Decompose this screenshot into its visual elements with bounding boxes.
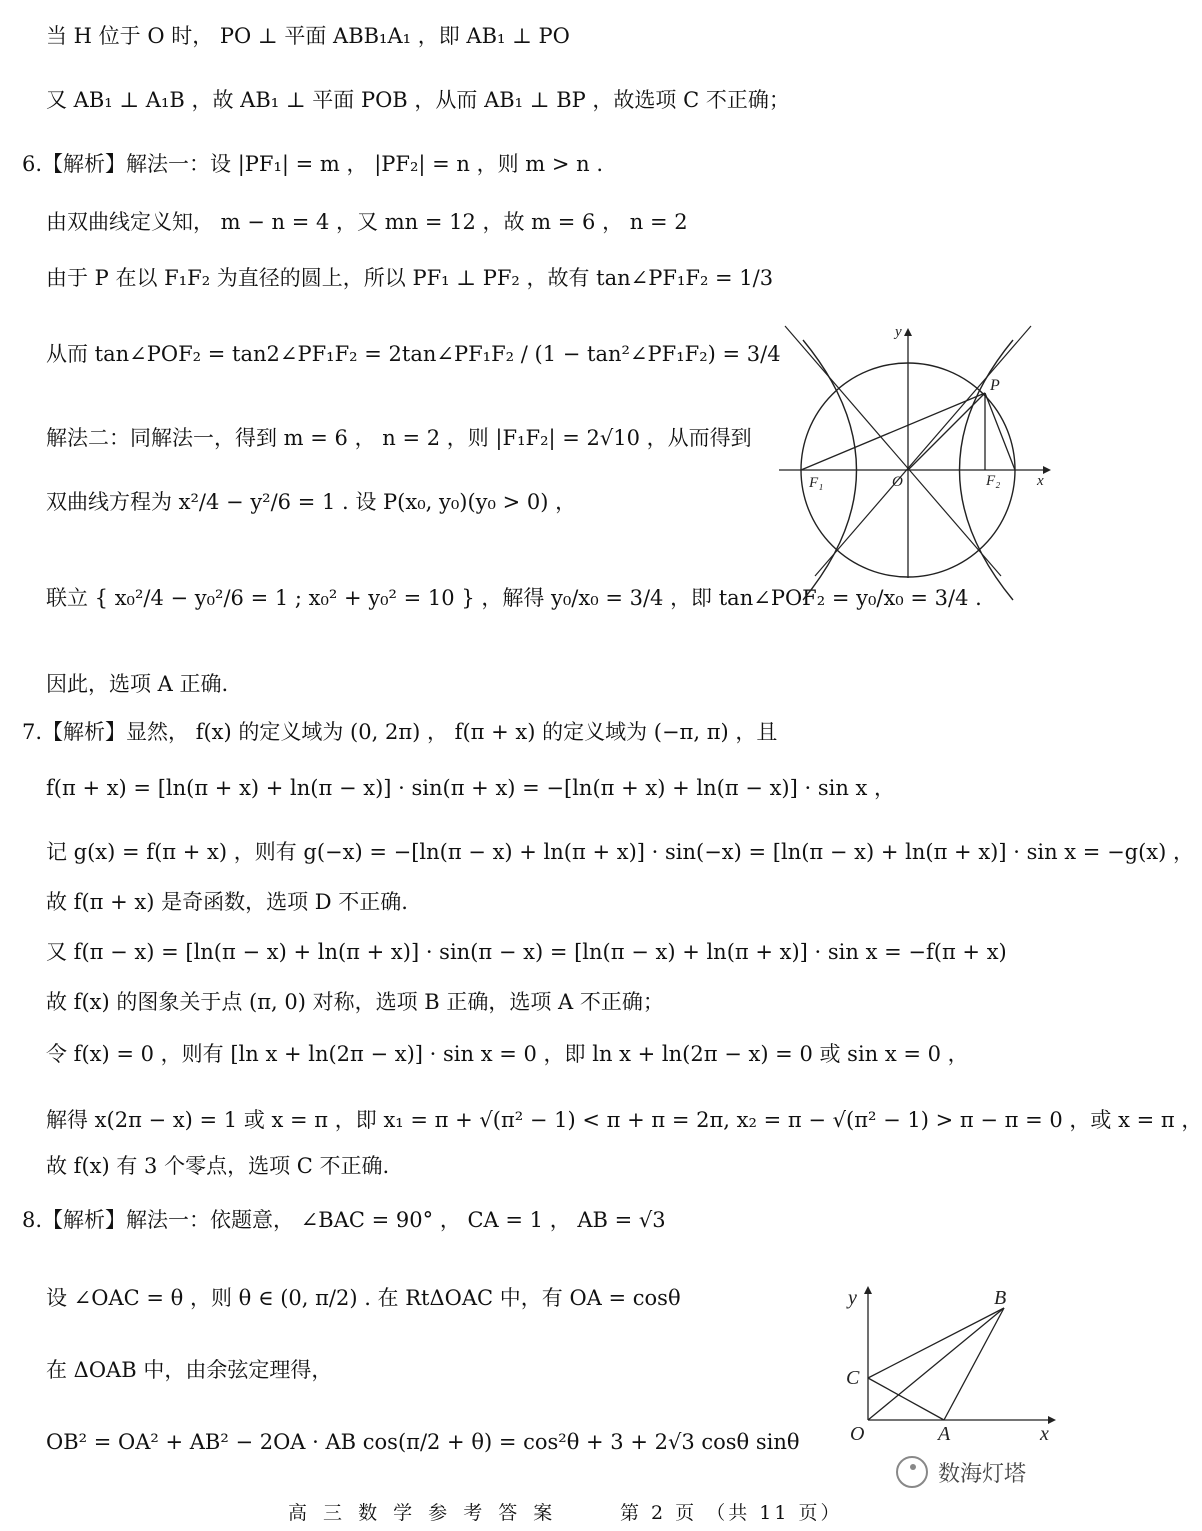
equation-line: 从而 tan∠POF₂ = tan2∠PF₁F₂ = 2tan∠PF₁F₂ / (1 − tan²∠PF₁F₂) = 3/4 bbox=[46, 342, 781, 366]
segment-AB bbox=[944, 1308, 1004, 1420]
text-line: 设 ∠OAC = θ ，则 θ ∈ (0, π/2) . 在 RtΔOAC 中，有 OA = cosθ bbox=[46, 1286, 681, 1310]
question-8-heading: 8.【解析】解法一：依题意， ∠BAC = 90° ， CA = 1 ， AB = √3 bbox=[22, 1208, 666, 1232]
equation-line: 令 f(x) = 0 ，则有 [ln x + ln(2π − x)] · sin x = 0 ，即 ln x + ln(2π − x) = 0 或 sin x = 0 ， bbox=[46, 1042, 969, 1066]
watermark-text: 数海灯塔 bbox=[938, 1461, 1027, 1487]
text-line: 因此，选项 A 正确. bbox=[46, 672, 229, 696]
footer-page-number: 第 2 页 （共 11 页） bbox=[620, 1502, 843, 1524]
x-axis-arrow bbox=[1043, 466, 1051, 474]
y-axis-arrow bbox=[864, 1286, 872, 1294]
footer-left: 高 三 数 学 参 考 答 案 bbox=[288, 1502, 558, 1524]
equation-line: 解得 x(2π − x) = 1 或 x = π ，即 x₁ = π + √(π² − 1) < π + π = 2π, x₂ = π − √(π² − 1) > π − π = 0 ，或 x = π ， bbox=[46, 1108, 1202, 1132]
label-O: O bbox=[892, 474, 903, 490]
label-C: C bbox=[846, 1367, 860, 1389]
label-y: y bbox=[848, 1287, 857, 1309]
triangle-figure bbox=[840, 1282, 1060, 1452]
text-line: 由于 P 在以 F₁F₂ 为直径的圆上，所以 PF₁ ⊥ PF₂ ，故有 tan∠PF₁F₂ = 1/3 bbox=[46, 266, 774, 290]
equation-line: OB² = OA² + AB² − 2OA · AB cos(π/2 + θ) = cos²θ + 3 + 2√3 cosθ sinθ bbox=[46, 1430, 800, 1454]
equation-line: 联立 { x₀²/4 − y₀²/6 = 1 ; x₀² + y₀² = 10 } ，解得 y₀/x₀ = 3/4 ，即 tan∠POF₂ = y₀/x₀ = 3/4 . bbox=[46, 586, 982, 610]
segment-PF1 bbox=[801, 393, 985, 470]
text-line: 解法二：同解法一，得到 m = 6 ， n = 2 ，则 |F₁F₂| = 2√10 ，从而得到 bbox=[46, 426, 752, 450]
segment-OB bbox=[868, 1308, 1004, 1420]
x-axis-arrow bbox=[1048, 1416, 1056, 1424]
segment-PF2 bbox=[985, 393, 1015, 470]
question-6-heading: 6.【解析】解法一：设 |PF₁| = m ， |PF₂| = n ，则 m > n . bbox=[22, 152, 604, 176]
equation-line: 记 g(x) = f(π + x) ，则有 g(−x) = −[ln(π − x) + ln(π + x)] · sin(−x) = [ln(π − x) + ln(π + x)] · sin x = −g(x) ， bbox=[46, 840, 1195, 864]
text-line: 故 f(π + x) 是奇函数，选项 D 不正确. bbox=[46, 890, 408, 914]
equation-line: 又 f(π − x) = [ln(π − x) + ln(π + x)] · sin(π − x) = [ln(π − x) + ln(π + x)] · sin x = −f(π + x) bbox=[46, 940, 1007, 964]
text-line: 双曲线方程为 x²/4 − y²/6 = 1 . 设 P(x₀, y₀)(y₀ > 0) ， bbox=[46, 490, 577, 514]
text-line: 由双曲线定义知， m − n = 4 ，又 mn = 12 ，故 m = 6 ， n = 2 bbox=[46, 210, 688, 234]
label-A: A bbox=[938, 1423, 951, 1445]
segment-CA bbox=[868, 1378, 944, 1420]
text-line: 又 AB₁ ⊥ A₁B ，故 AB₁ ⊥ 平面 POB ，从而 AB₁ ⊥ BP ，故选项 C 不正确； bbox=[46, 88, 790, 112]
label-y: y bbox=[895, 324, 902, 340]
segment-CB bbox=[868, 1308, 1004, 1378]
label-F2: F₂ bbox=[986, 473, 1001, 489]
text-line: 故 f(x) 有 3 个零点，选项 C 不正确. bbox=[46, 1154, 390, 1178]
question-7-heading: 7.【解析】显然， f(x) 的定义域为 (0, 2π) ， f(π + x) 的定义域为 (−π, π) ，且 bbox=[22, 720, 778, 744]
text-line: 故 f(x) 的图象关于点 (π, 0) 对称，选项 B 正确，选项 A 不正确； bbox=[46, 990, 664, 1014]
y-axis-arrow bbox=[904, 328, 912, 336]
label-x: x bbox=[1040, 1423, 1049, 1445]
wechat-icon bbox=[896, 1456, 928, 1488]
segment-PO bbox=[908, 393, 985, 470]
label-O: O bbox=[850, 1423, 865, 1445]
text-line: 当 H 位于 O 时， PO ⊥ 平面 ABB₁A₁ ，即 AB₁ ⊥ PO bbox=[46, 24, 570, 48]
watermark bbox=[896, 1456, 1026, 1488]
label-B: B bbox=[994, 1287, 1007, 1309]
label-P: P bbox=[990, 377, 1000, 394]
equation-line: f(π + x) = [ln(π + x) + ln(π − x)] · sin(π + x) = −[ln(π + x) + ln(π − x)] · sin x ， bbox=[46, 776, 896, 800]
hyperbola-figure bbox=[775, 320, 1055, 582]
label-F1: F₁ bbox=[809, 475, 824, 491]
text-line: 在 ΔOAB 中，由余弦定理得， bbox=[46, 1358, 333, 1382]
label-x: x bbox=[1037, 473, 1044, 489]
